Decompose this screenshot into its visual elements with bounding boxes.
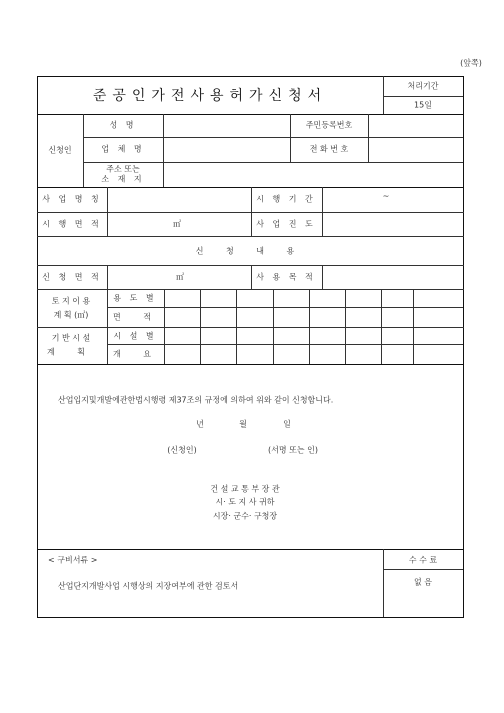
processing-period-value: 15일 — [414, 100, 432, 110]
phone-field[interactable] — [369, 138, 463, 162]
date-year: 년 — [196, 419, 204, 429]
request-content-title: 신 청 내 용 — [195, 246, 305, 256]
address-label-line1: 주소 또는 — [106, 164, 140, 174]
land-plan-label-line1: 토 지 이 용 — [51, 296, 91, 306]
name-label: 성 명 — [109, 120, 137, 130]
date-month: 월 — [239, 419, 247, 429]
recipient-mayor: 시장· 군수· 구청장 — [212, 511, 278, 521]
purpose-label: 사 용 목 적 — [256, 272, 316, 282]
resident-number-label: 주민등록번호 — [305, 120, 353, 130]
infra-plan-label-line2: 계 획 — [47, 347, 95, 357]
company-name-label: 업 체 명 — [101, 144, 145, 154]
facility-label: 시 설 별 — [113, 331, 157, 341]
required-documents-label: < 구비서류 > — [48, 555, 98, 565]
name-field[interactable] — [164, 115, 290, 137]
progress-field[interactable] — [323, 213, 463, 236]
phone-label: 전 화 번 호 — [309, 144, 349, 154]
resident-number-field[interactable] — [369, 115, 463, 137]
purpose-field[interactable] — [323, 266, 463, 289]
signature-or-seal-label: (서명 또는 인) — [268, 445, 318, 455]
infra-plan-label-line1: 기 반 시 설 — [51, 333, 91, 343]
address-field[interactable] — [164, 163, 463, 187]
page-side-note: (앞쪽) — [460, 58, 482, 68]
project-area-unit: ㎡ — [173, 219, 181, 229]
processing-period-label: 처리기간 — [407, 81, 439, 91]
project-name-label: 사 업 명 칭 — [42, 194, 102, 204]
address-label-line2: 소 재 지 — [101, 174, 145, 184]
period-label: 시 행 기 간 — [256, 194, 316, 204]
declaration-statement: 산업입지및개발에관한법시행령 제37조의 규정에 의하여 위와 같이 신청합니다. — [58, 395, 334, 405]
land-plan-label-line2: 계 획 (㎡) — [53, 310, 89, 320]
progress-label: 사 업 진 도 — [256, 219, 316, 229]
fee-value: 없 음 — [414, 577, 432, 587]
project-area-label: 시 행 면 적 — [42, 219, 102, 229]
request-area-label: 신 청 면 적 — [42, 272, 102, 282]
use-by-category-label: 용 도 별 — [113, 293, 157, 303]
area-row-label: 면 적 — [113, 312, 161, 322]
company-name-field[interactable] — [164, 138, 290, 162]
fee-label: 수 수 료 — [408, 555, 438, 565]
applicant-section-label: 신청인 — [48, 145, 72, 155]
date-day: 일 — [283, 419, 291, 429]
project-name-field[interactable] — [108, 188, 251, 212]
period-separator: ~ — [382, 191, 390, 201]
applicant-signature-label: (신청인) — [167, 445, 197, 455]
recipient-minister: 건 설 교 통 부 장 관 — [210, 484, 280, 494]
form-title: 준공인가전사용허가신청서 — [92, 88, 328, 104]
summary-label: 개 요 — [113, 349, 161, 359]
recipient-governor: 시· 도 지 사 귀하 — [215, 497, 275, 507]
required-document-item: 산업단지개발사업 시행상의 지장여부에 관한 검토서 — [58, 581, 239, 591]
request-area-unit: ㎡ — [176, 272, 184, 282]
